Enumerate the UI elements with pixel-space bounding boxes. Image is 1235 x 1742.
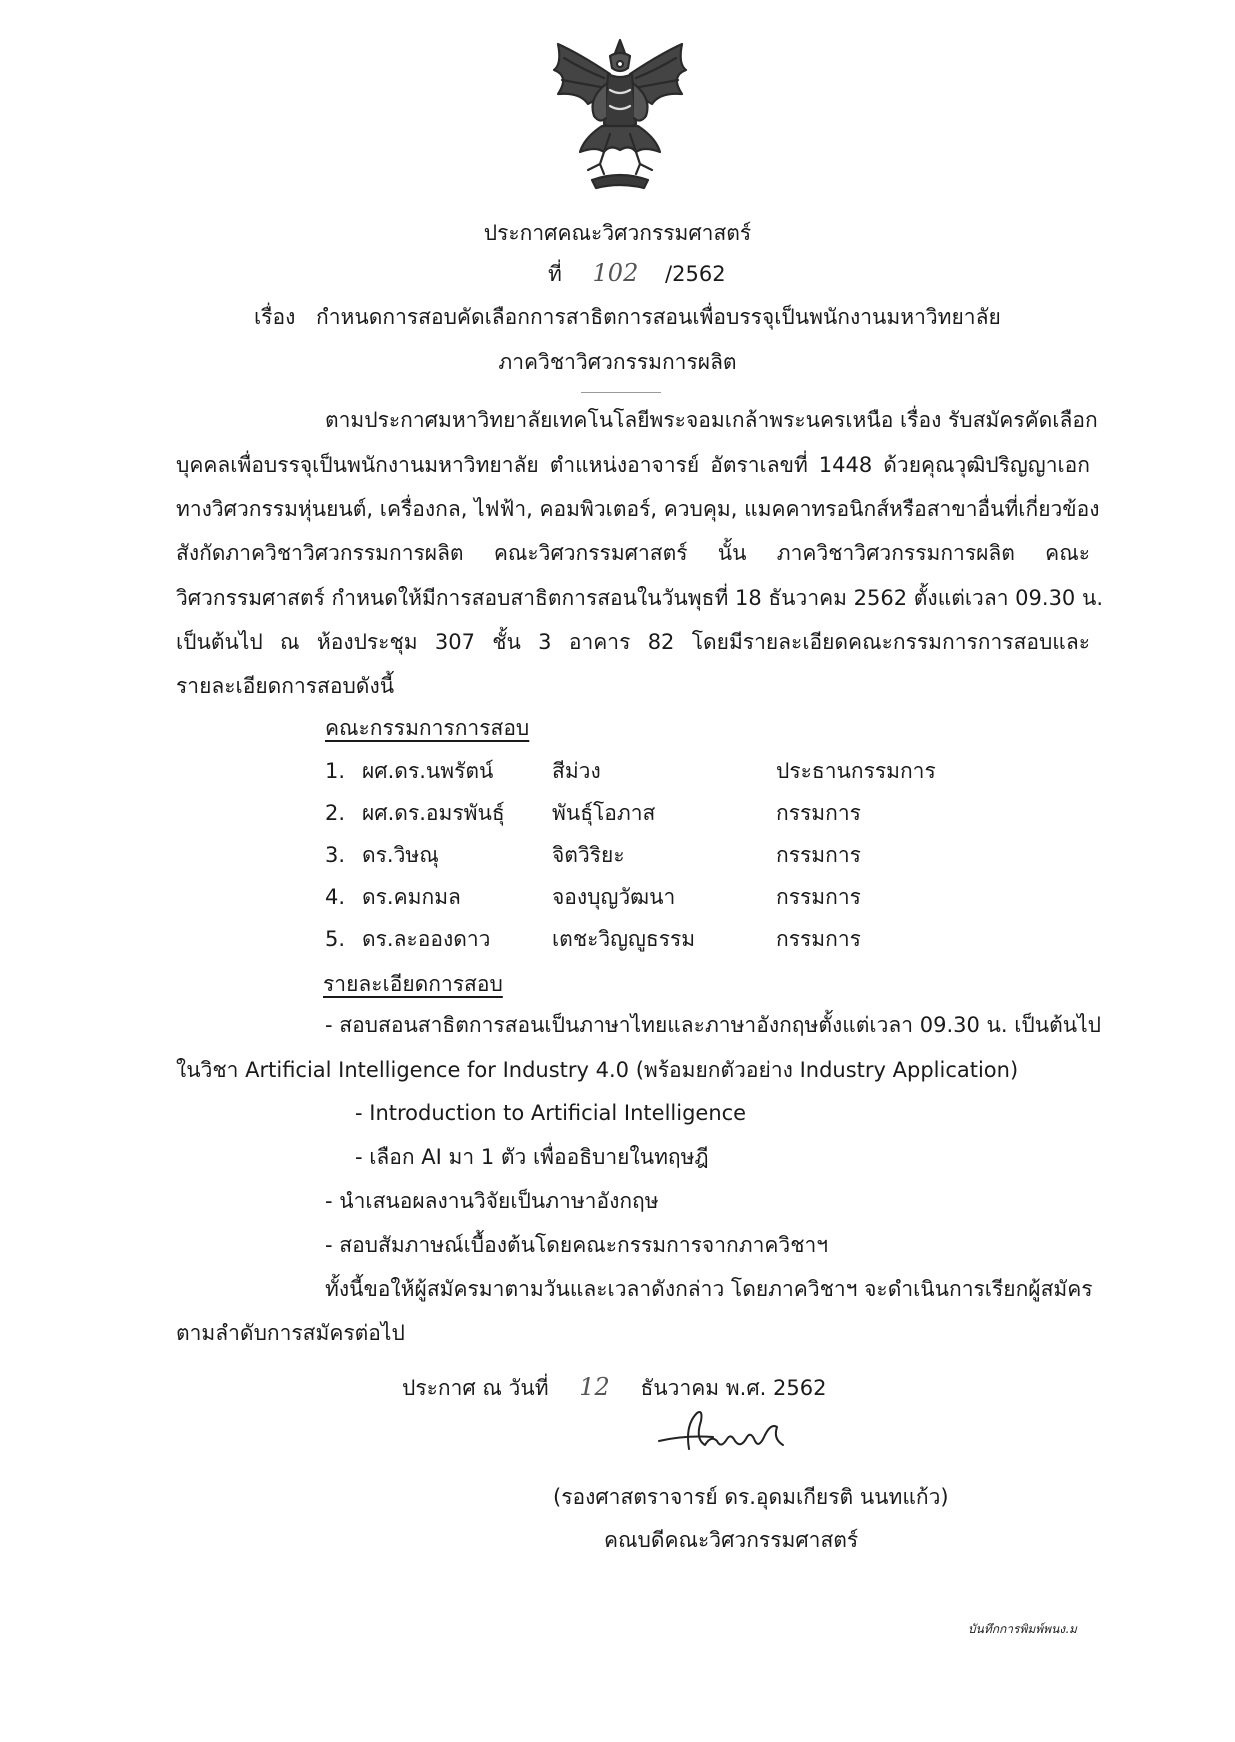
committee-role-5: กรรมการ	[776, 927, 861, 951]
committee-num-4: 4.	[325, 885, 346, 909]
body-line-1: ตามประกาศมหาวิทยาลัยเทคโนโลยีพระจอมเกล้าพระนครเหนือ เรื่อง รับสมัครคัดเลือก	[325, 408, 1098, 432]
signatory-name: (รองศาสตราจารย์ ดร.อุดมเกียรติ นนทแก้ว)	[553, 1485, 949, 1509]
subject-text: กำหนดการสอบคัดเลือกการสาธิตการสอนเพื่อบรรจุเป็นพนักงานมหาวิทยาลัย	[316, 305, 1001, 329]
committee-role-3: กรรมการ	[776, 843, 861, 867]
details-heading: รายละเอียดการสอบ	[323, 972, 503, 996]
subject-line	[254, 302, 1001, 332]
committee-heading: คณะกรรมการการสอบ	[325, 716, 530, 740]
body-line-5: วิศวกรรมศาสตร์ กำหนดให้มีการสอบสาธิตการสอนในวันพุธที่ 18 ธันวาคม 2562 ตั้งแต่เวลา 09.30 น.	[176, 586, 1103, 610]
details-item1-line1: - สอบสอนสาธิตการสอนเป็นภาษาไทยและภาษาอังกฤษตั้งแต่เวลา 09.30 น. เป็นต้นไป	[325, 1013, 1101, 1037]
body-line-4: สังกัดภาควิชาวิศวกรรมการผลิต คณะวิศวกรรมศาสตร์ นั้น ภาควิชาวิศวกรรมการผลิต คณะ	[176, 541, 1090, 565]
committee-role-2: กรรมการ	[776, 801, 861, 825]
body-line-7: รายละเอียดการสอบดังนี้	[176, 674, 395, 698]
committee-surname-1: สีม่วง	[552, 759, 601, 783]
header-divider	[581, 392, 661, 393]
announcement-number	[548, 258, 726, 289]
date-prefix: ประกาศ ณ วันที่	[402, 1376, 549, 1400]
number-prefix: ที่	[548, 262, 562, 286]
details-item-3: - สอบสัมภาษณ์เบื้องต้นโดยคณะกรรมการจากภาควิชาฯ	[325, 1233, 829, 1257]
details-sub-item-1: - Introduction to Artificial Intelligence	[355, 1101, 747, 1125]
closing-line-1: ทั้งนี้ขอให้ผู้สมัครมาตามวันและเวลาดังกล่าว โดยภาควิชาฯ จะดำเนินการเรียกผู้สมัคร	[325, 1277, 1093, 1301]
number-handwritten: 102	[592, 259, 639, 287]
subject-label: เรื่อง	[254, 305, 296, 329]
body-line-3: ทางวิศวกรรมหุ่นยนต์, เครื่องกล, ไฟฟ้า, คอมพิวเตอร์, ควบคุม, แมคคาทรอนิกส์หรือสาขาอื่นที่เกี่ยวข้อง	[176, 497, 1100, 521]
committee-surname-2: พันธุ์โอภาส	[552, 801, 656, 825]
committee-name-5: ดร.ละอองดาว	[362, 927, 491, 951]
committee-surname-3: จิตวิริยะ	[552, 843, 625, 867]
committee-name-1: ผศ.ดร.นพรัตน์	[362, 759, 494, 783]
date-suffix: ธันวาคม พ.ศ. 2562	[640, 1376, 827, 1400]
committee-surname-5: เตชะวิญญูธรรม	[552, 927, 696, 951]
body-line-6: เป็นต้นไป ณ ห้องประชุม 307 ชั้น 3 อาคาร 82 โดยมีรายละเอียดคณะกรรมการการสอบและ	[176, 630, 1090, 654]
committee-name-4: ดร.คมกมล	[362, 885, 461, 909]
department-line: ภาควิชาวิศวกรรมการผลิต	[498, 350, 737, 374]
committee-name-3: ดร.วิษณุ	[362, 843, 439, 867]
date-day-handwritten: 12	[579, 1373, 610, 1401]
handwritten-signature-icon	[655, 1405, 795, 1465]
details-item-2: - นำเสนอผลงานวิจัยเป็นภาษาอังกฤษ	[325, 1189, 659, 1213]
closing-line-2: ตามลำดับการสมัครต่อไป	[176, 1321, 405, 1345]
body-line-2: บุคคลเพื่อบรรจุเป็นพนักงานมหาวิทยาลัย ตำแหน่งอาจารย์ อัตราเลขที่ 1448 ด้วยคุณวุฒิปริญญาเอก	[176, 453, 1090, 477]
committee-num-5: 5.	[325, 927, 346, 951]
garuda-emblem-icon	[540, 34, 700, 194]
details-item1-line2: ในวิชา Artificial Intelligence for Industry 4.0 (พร้อมยกตัวอย่าง Industry Application)	[176, 1058, 1019, 1082]
committee-num-3: 3.	[325, 843, 346, 867]
committee-role-4: กรรมการ	[776, 885, 861, 909]
committee-num-2: 2.	[325, 801, 346, 825]
committee-surname-4: จองบุญวัฒนา	[552, 885, 676, 909]
committee-role-1: ประธานกรรมการ	[776, 759, 936, 783]
committee-name-2: ผศ.ดร.อมรพันธุ์	[362, 801, 505, 825]
committee-num-1: 1.	[325, 759, 346, 783]
number-suffix: /2562	[665, 262, 726, 286]
footer-note: บันทึกการพิมพ์พนง.ม	[968, 1622, 1077, 1636]
details-sub-item-2: - เลือก AI มา 1 ตัว เพื่ออธิบายในทฤษฎี	[355, 1145, 709, 1169]
announcement-date	[402, 1372, 826, 1403]
signatory-position: คณบดีคณะวิศวกรรมศาสตร์	[604, 1528, 859, 1552]
announcement-title: ประกาศคณะวิศวกรรมศาสตร์	[483, 221, 752, 245]
